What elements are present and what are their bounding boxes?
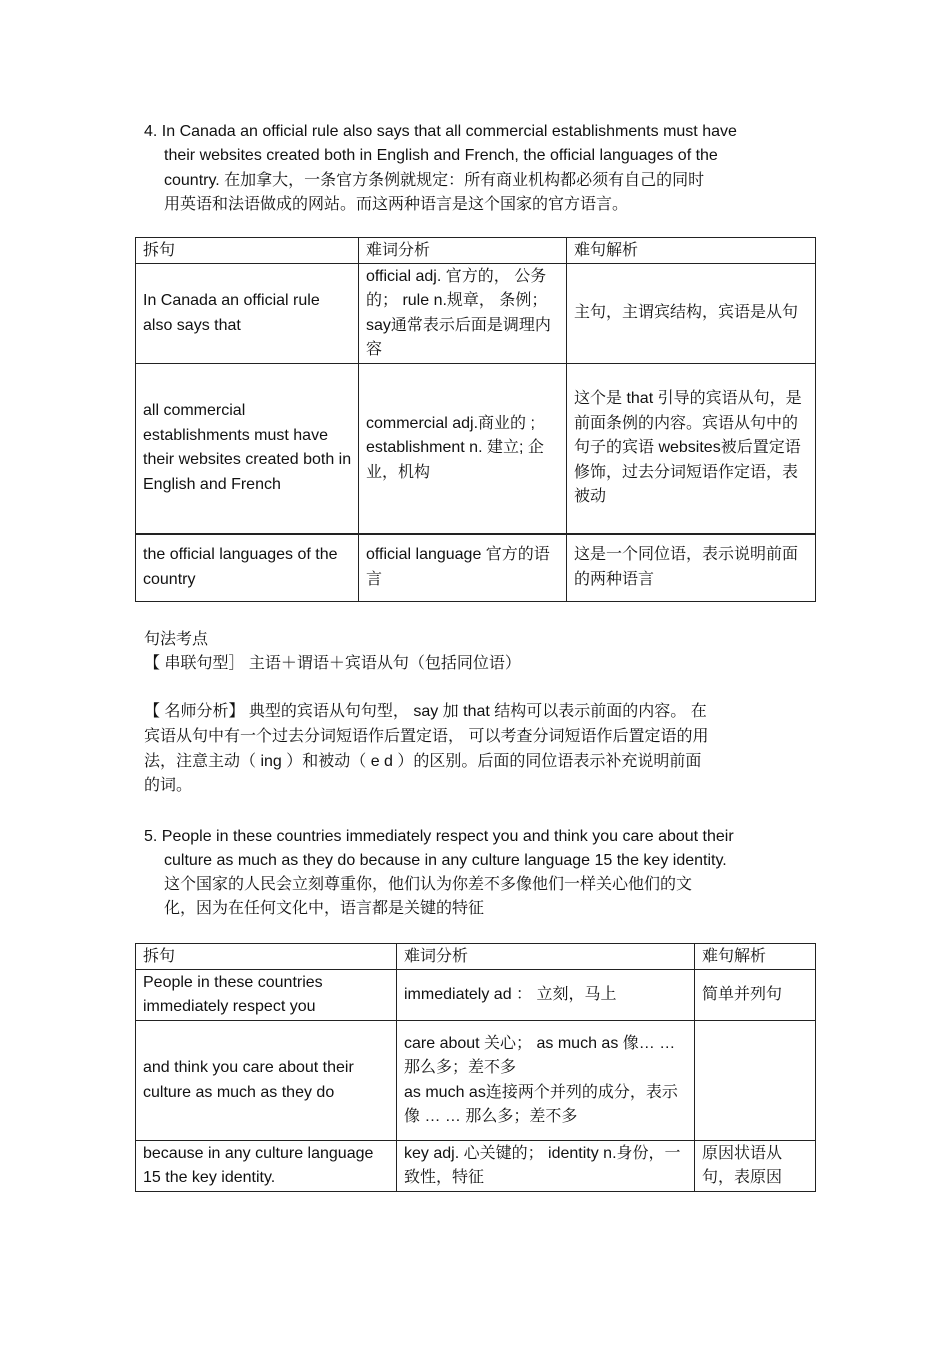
table-cell: 原因状语从句，表原因 — [695, 1141, 816, 1192]
table-cell: 主句，主谓宾结构，宾语是从句 — [567, 264, 816, 364]
table-row — [136, 534, 816, 602]
table-cell: the official languages of the country — [136, 534, 359, 602]
table-cell: In Canada an official rule also says that — [136, 264, 359, 364]
header-cell: 难句解析 — [567, 238, 816, 264]
item-5-line: 5. People in these countries immediately respect you and think you care about their — [144, 828, 734, 845]
table-cell: commercial adj.商业的 ; establishment n. 建立; 企业，机构 — [359, 364, 567, 534]
table-cell: 这个是 that 引导的宾语从句，是前面条例的内容。宾语从句中的句子的宾语 websites被后置定语修饰，过去分词短语作定语，表被动 — [567, 364, 816, 534]
item-4-line: country. 在加拿大，一条官方条例就规定：所有商业机构都必须有自己的同时 — [164, 172, 705, 189]
table-cell: official adj. 官方的， 公务的； rule n.规章， 条例； say通常表示后面是调理内容 — [359, 264, 567, 364]
item-4-line: 4. In Canada an official rule also says that all commercial establishments must have — [144, 123, 737, 140]
analysis-line: 法，注意主动（ ing ）和被动（ e d ）的区别。后面的同位语表示补充说明前面 — [144, 753, 702, 770]
item-4-line: 用英语和法语做成的网站。而这两种语言是这个国家的官方语言。 — [164, 196, 629, 213]
header-cell: 拆句 — [136, 944, 397, 970]
header-cell: 难词分析 — [359, 238, 567, 264]
table-cell: care about 关心； as much as 像… … 那么多；差不多 as much as连接两个并列的成分，表示像 … … 那么多；差不多 — [397, 1021, 695, 1141]
table-row — [136, 970, 816, 1021]
sentence-table-1 — [135, 237, 816, 602]
table-cell: 这是一个同位语，表示说明前面的两种语言 — [567, 534, 816, 602]
table-cell: People in these countries immediately respect you — [136, 970, 397, 1021]
header-cell: 难词分析 — [397, 944, 695, 970]
table-row — [136, 1021, 816, 1141]
table-cell: 简单并列句 — [695, 970, 816, 1021]
table-cell — [695, 1021, 816, 1141]
analysis-line: 宾语从句中有一个过去分词短语作后置定语， 可以考查分词短语作后置定语的用 — [144, 728, 709, 745]
item-5-line: 这个国家的人民会立刻尊重你，他们认为你差不多像他们一样关心他们的文 — [164, 876, 693, 893]
table-cell: all commercial establishments must have their websites created both in English and French — [136, 364, 359, 534]
analysis-line: 的词。 — [144, 777, 193, 794]
header-cell: 拆句 — [136, 238, 359, 264]
item-5-line: 化，因为在任何文化中，语言都是关键的特征 — [164, 900, 485, 917]
table-cell: immediately ad ： 立刻，马上 — [397, 970, 695, 1021]
sentence-table-2 — [135, 943, 816, 1192]
syntax-title: 句法考点 — [144, 631, 209, 648]
table-cell: official language 官方的语言 — [359, 534, 567, 602]
analysis-line: 【 名师分析】 典型的宾语从句句型， say 加 that 结构可以表示前面的内容。 在 — [144, 703, 707, 720]
table-row — [136, 264, 816, 364]
table-row — [136, 1141, 816, 1192]
table-header-row — [136, 238, 816, 264]
table-row — [136, 364, 816, 534]
item-5-line: culture as much as they do because in any culture language 15 the key identity. — [164, 852, 727, 869]
table-header-row — [136, 944, 816, 970]
item-4-line: their websites created both in English and French, the official languages of the — [164, 147, 718, 164]
table-cell: key adj. 心关键的； identity n.身份，一致性，特征 — [397, 1141, 695, 1192]
header-cell: 难句解析 — [695, 944, 816, 970]
syntax-pattern: 【 串联句型］ 主语＋谓语＋宾语从句（包括同位语） — [144, 655, 521, 672]
table-cell: and think you care about their culture as much as they do — [136, 1021, 397, 1141]
table-cell: because in any culture language 15 the key identity. — [136, 1141, 397, 1192]
